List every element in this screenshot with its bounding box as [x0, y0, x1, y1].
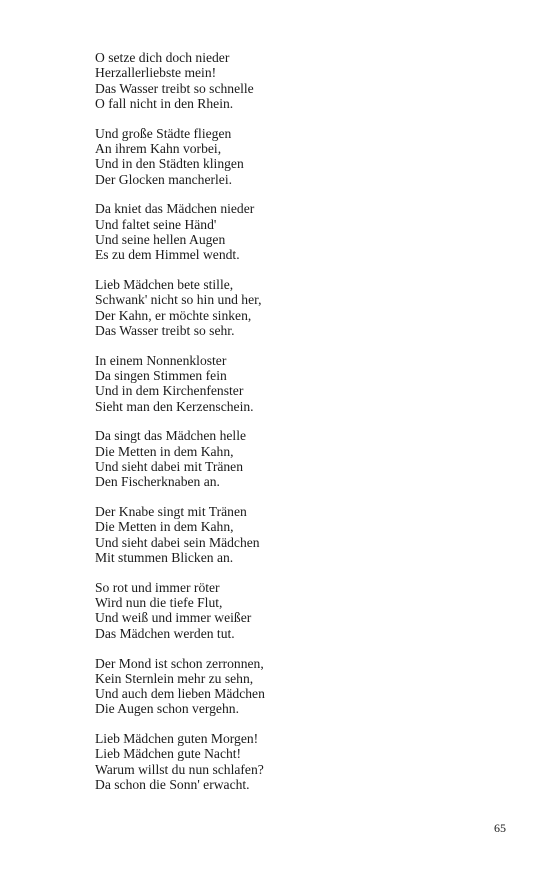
page-number: 65 — [494, 821, 506, 835]
poem-line: Und große Städte fliegen — [95, 125, 232, 141]
stanza-1 — [95, 50, 495, 111]
poem-line: Da schon die Sonn' erwacht. — [95, 777, 250, 793]
poem-line: Den Fischerknaben an. — [95, 474, 220, 490]
stanza-3 — [95, 201, 495, 262]
poem-line: Da kniet das Mädchen nieder — [95, 201, 255, 217]
poem-line: Der Kahn, er möchte sinken, — [95, 307, 252, 323]
poem-line: Und sieht dabei mit Tränen — [95, 459, 244, 475]
stanza-5 — [95, 353, 495, 414]
poem-line: Und seine hellen Augen — [95, 231, 226, 247]
poem-body — [95, 50, 495, 807]
poem-line: Und in den Städten klingen — [95, 156, 244, 172]
poem-line: Der Mond ist schon zerronnen, — [95, 655, 264, 671]
poem-line: Da singt das Mädchen helle — [95, 428, 246, 444]
poem-line: Und faltet seine Händ' — [95, 216, 217, 232]
poem-line: Der Glocken mancherlei. — [95, 171, 233, 187]
poem-line: Die Augen schon vergehn. — [95, 701, 239, 717]
poem-line: Die Metten in dem Kahn, — [95, 519, 234, 535]
poem-line: Die Metten in dem Kahn, — [95, 443, 234, 459]
stanza-9 — [95, 656, 495, 717]
poem-line: Lieb Mädchen bete stille, — [95, 277, 234, 293]
poem-line: Und in dem Kirchenfenster — [95, 383, 244, 399]
poem-line: Das Mädchen werden tut. — [95, 625, 235, 641]
stanza-8 — [95, 580, 495, 641]
stanza-7 — [95, 504, 495, 565]
poem-line: Lieb Mädchen gute Nacht! — [95, 746, 242, 762]
poem-line: Das Wasser treibt so schnelle — [95, 80, 254, 96]
poem-line: Und sieht dabei sein Mädchen — [95, 534, 260, 550]
stanza-4 — [95, 277, 495, 338]
stanza-2 — [95, 126, 495, 187]
poem-line: Herzallerliebste mein! — [95, 65, 217, 81]
poem-line: O fall nicht in den Rhein. — [95, 95, 234, 111]
poem-line: Lieb Mädchen guten Morgen! — [95, 731, 259, 747]
poem-line: O setze dich doch nieder — [95, 50, 230, 65]
poem-line: Es zu dem Himmel wendt. — [95, 247, 240, 263]
poem-line: Kein Sternlein mehr zu sehn, — [95, 670, 254, 686]
poem-line: So rot und immer röter — [95, 579, 220, 595]
poem-line: Warum willst du nun schlafen? — [95, 761, 264, 777]
poem-line: Da singen Stimmen fein — [95, 368, 227, 384]
poem-line: Und auch dem lieben Mädchen — [95, 686, 265, 702]
poem-line: Und weiß und immer weißer — [95, 610, 252, 626]
stanza-10 — [95, 731, 495, 792]
poem-line: Wird nun die tiefe Flut, — [95, 595, 223, 611]
poem-line: Der Knabe singt mit Tränen — [95, 504, 247, 520]
poem-line: Das Wasser treibt so sehr. — [95, 322, 235, 338]
poem-line: Schwank' nicht so hin und her, — [95, 292, 262, 308]
stanza-6 — [95, 428, 495, 489]
poem-line: Mit stummen Blicken an. — [95, 550, 234, 566]
poem-line: Sieht man den Kerzenschein. — [95, 398, 254, 414]
poem-line: In einem Nonnenkloster — [95, 352, 227, 368]
poem-line: An ihrem Kahn vorbei, — [95, 140, 222, 156]
